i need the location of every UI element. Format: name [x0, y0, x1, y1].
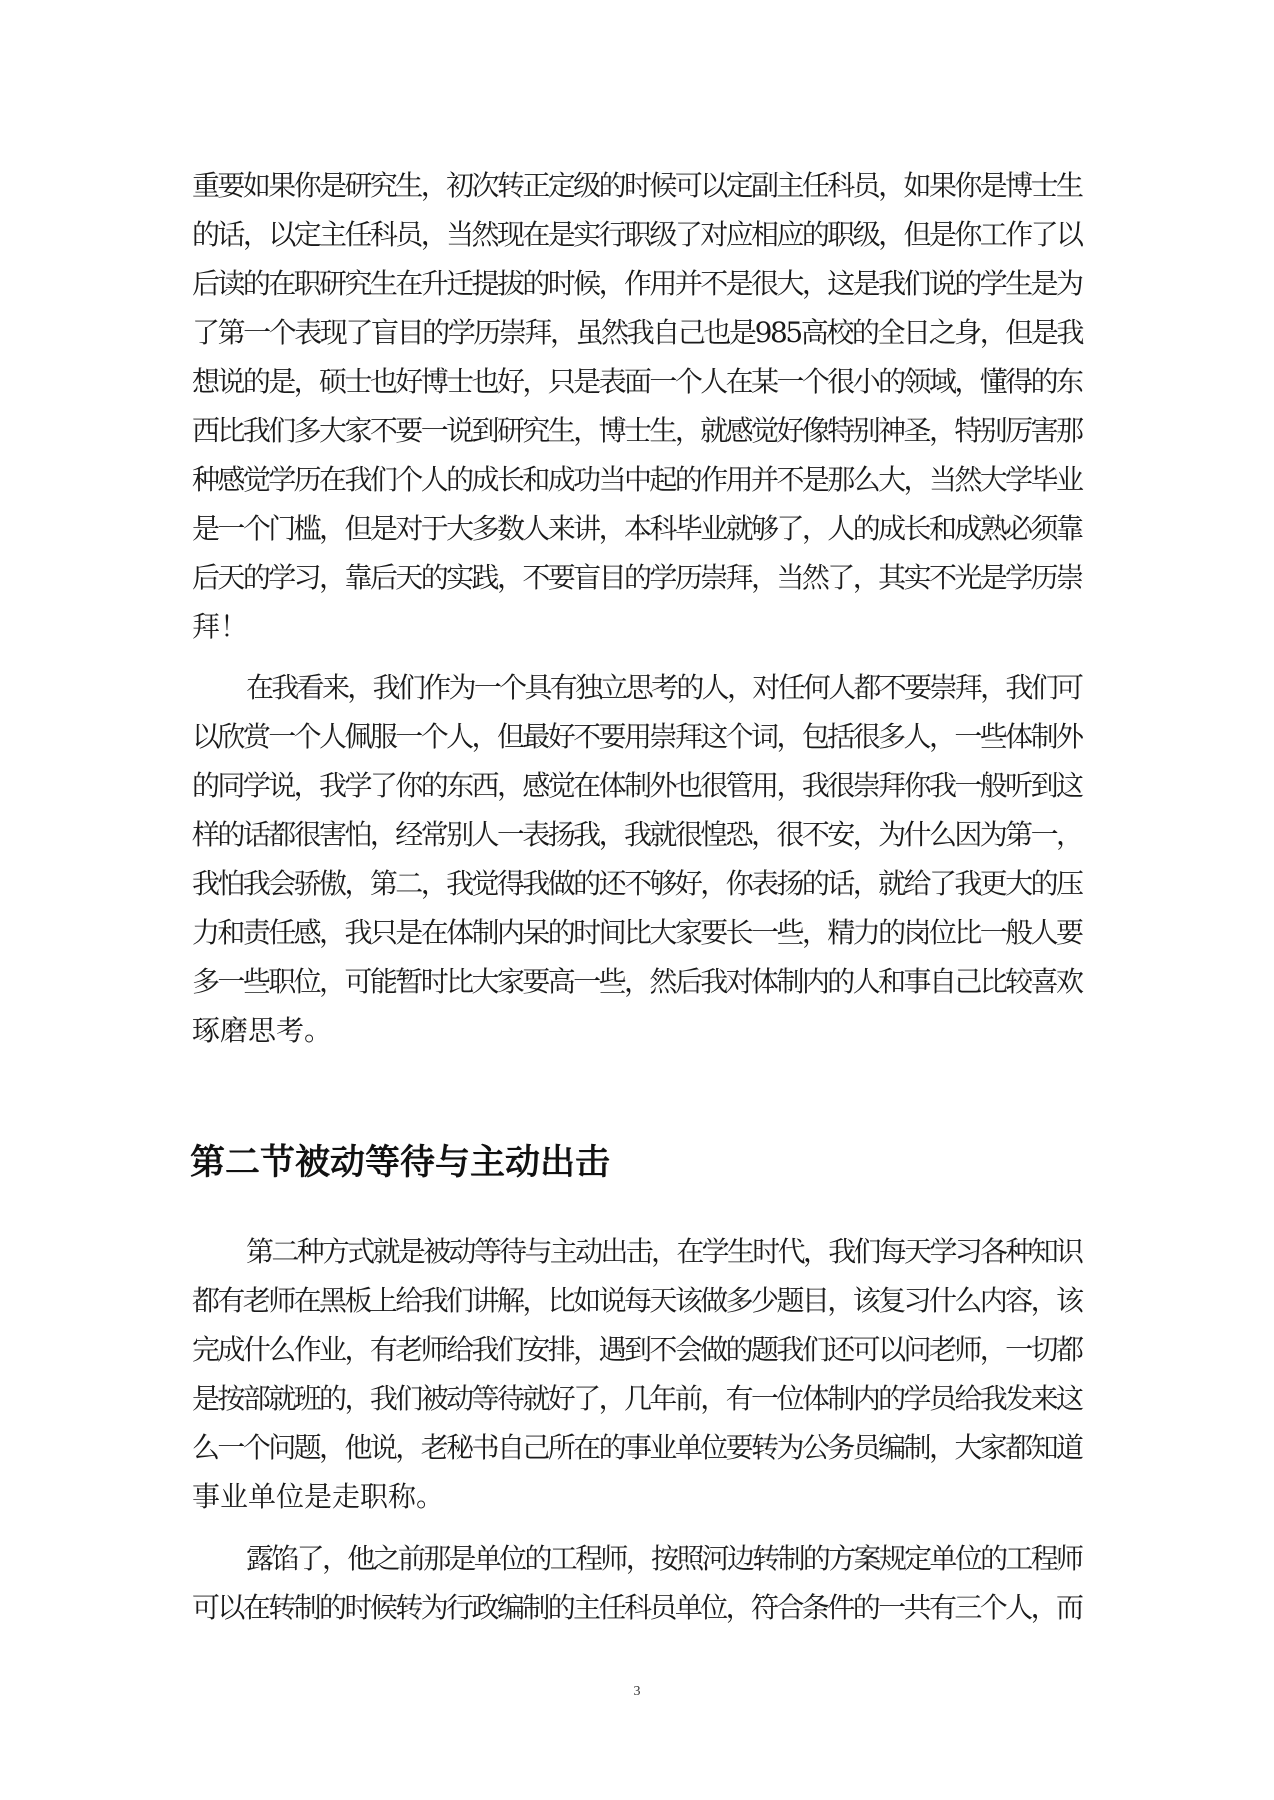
- text-line: 以欣赏一个人佩服一个人，但最好不要用崇拜这个词，包括很多人，一些体制外: [192, 720, 1082, 753]
- page-number: 3: [633, 1684, 641, 1699]
- text-line: 重要如果你是研究生，初次转正定级的时候可以定副主任科员，如果你是博士生: [192, 169, 1082, 202]
- text-line: 是一个门槛，但是对于大多数人来讲，本科毕业就够了，人的成长和成熟必须靠: [192, 512, 1082, 545]
- text-line: 后天的学习，靠后天的实践，不要盲目的学历崇拜，当然了，其实不光是学历崇: [192, 561, 1082, 594]
- text-line: 力和责任感，我只是在体制内呆的时间比大家要长一些，精力的岗位比一般人要: [192, 916, 1082, 949]
- text-line: 的话，以定主任科员，当然现在是实行职级了对应相应的职级，但是你工作了以: [192, 218, 1082, 251]
- text-line: 后读的在职研究生在升迁提拔的时候，作用并不是很大，这是我们说的学生是为: [192, 267, 1082, 300]
- text-line: 多一些职位，可能暂时比大家要高一些，然后我对体制内的人和事自己比较喜欢: [192, 965, 1082, 998]
- text-line: 露馅了，他之前那是单位的工程师，按照河边转制的方案规定单位的工程师: [246, 1542, 1082, 1575]
- text-line: 我怕我会骄傲，第二，我觉得我做的还不够好，你表扬的话，就给了我更大的压: [192, 867, 1082, 900]
- text-line: 西比我们多大家不要一说到研究生，博士生，就感觉好像特别神圣，特别厉害那: [192, 414, 1082, 447]
- text-line: 样的话都很害怕，经常别人一表扬我，我就很惶恐，很不安，为什么因为第一，: [192, 818, 1082, 851]
- text-line: 完成什么作业，有老师给我们安排，遇到不会做的题我们还可以问老师，一切都: [192, 1333, 1082, 1366]
- text-line: 是按部就班的，我们被动等待就好了，几年前，有一位体制内的学员给我发来这: [192, 1382, 1082, 1415]
- text-line: 拜！: [192, 610, 249, 643]
- text-line: 么一个问题，他说，老秘书自己所在的事业单位要转为公务员编制，大家都知道: [192, 1431, 1082, 1464]
- text-line: 的同学说，我学了你的东西，感觉在体制外也很管用，我很崇拜你我一般听到这: [192, 769, 1082, 802]
- text-line: 第二种方式就是被动等待与主动出击，在学生时代，我们每天学习各种知识: [246, 1235, 1082, 1268]
- text-line: 事业单位是走职称。: [192, 1480, 445, 1513]
- text-line: 都有老师在黑板上给我们讲解，比如说每天该做多少题目，该复习什么内容，该: [192, 1284, 1082, 1317]
- text-line: 了第一个表现了盲目的学历崇拜，虽然我自己也是985高校的全日之身，但是我: [192, 316, 1083, 349]
- text-line: 可以在转制的时候转为行政编制的主任科员单位，符合条件的一共有三个人，而: [192, 1591, 1082, 1624]
- text-line: 琢磨思考。: [192, 1014, 333, 1047]
- text-line: 种感觉学历在我们个人的成长和成功当中起的作用并不是那么大，当然大学毕业: [192, 463, 1082, 496]
- section-heading: 第二节被动等待与主动出击: [190, 1143, 611, 1183]
- text-line: 想说的是，硕士也好博士也好，只是表面一个人在某一个很小的领域，懂得的东: [192, 365, 1082, 398]
- text-line: 在我看来，我们作为一个具有独立思考的人，对任何人都不要崇拜，我们可: [246, 671, 1082, 704]
